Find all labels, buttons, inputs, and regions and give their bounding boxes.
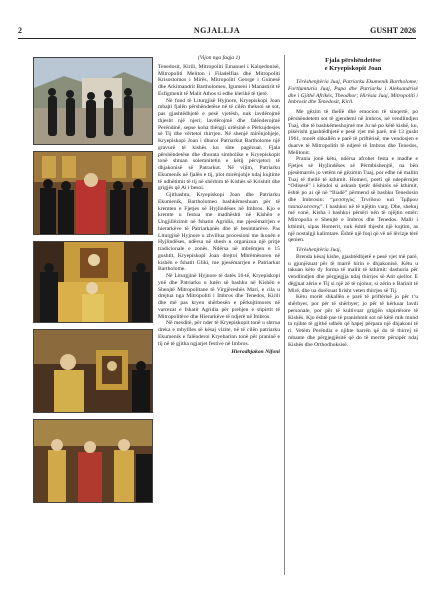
photo-icon-veneration — [33, 329, 153, 413]
photo-liturgy-procession — [33, 419, 153, 503]
page-number: 2 — [18, 26, 22, 35]
paragraph: Në mesditë, për nder të Kryepiskopit tonë u shtrua dreka e mbyllles së kësaj vizite, në të cilën patriarku Ekumenik e falënderoi Kryebarinn tonë për praninë e tij në të gjitha ngjarjet festive në Imbros. — [158, 320, 280, 347]
photo-altar-ceremony — [33, 241, 153, 323]
continuation-note: (Vijon nga faqja 1) — [197, 55, 241, 61]
newspaper-name: NGJALLJA — [193, 26, 241, 35]
paragraph: Në Liturgjinë Hyjnore të datës 16-të, Kryepiskopi ynë dhe Patriarku u lutën së bashku në Kishën e Shenjtë Mitropolitane të Virgjëreshës Mari, e cila u drejtua nga Mitropoliti i Imbros dhe Tenedos, Kirili dhe më pas kryen shërbesën e përkujtimores në varrezat e fshatit Agridia për prehjen e shpirtit të Mitropolitëve dhe Hierarkëve të ndjerë në Imbros. — [158, 273, 280, 320]
paragraph: Këtu morët shkallën e parë të priftërisë jo për t’u shërbyer, por për të shërbyer; jo për të kërkuar lavdi personale, por për të kultivuar grigjën shpirtërore të Kishës. Kjo është pse të pranishmit sot në këtë mik mund ta njihte të gjithë udhën që hapej përpara një dhjakoni të ri. Vetëm Perëndia e njihte barrën që do të thirrej të mbante dhe përgjegjësitë që do të merrte përsipër ndaj Kishës dhe Orthodhoksisë. — [288, 294, 418, 348]
column-divider — [284, 55, 285, 575]
salutation: Tërëshenjtëria Juaj, Patriarku Ekumenik Bartholome; Fortlumturia Juaj, Papa dhe Patriarku i Aleksandrisë dhe i Gjithë Afrikës, Theodhor; Hirësia Juaj, Mitropoliti i Imbrosit dhe Tenedosit, Kiril. — [288, 79, 418, 106]
issue-date: GUSHT 2026 — [370, 26, 416, 35]
author-signature: Hierodhjakon Nifoni — [231, 349, 280, 356]
speech-article — [288, 55, 418, 348]
article-continuation — [158, 55, 280, 356]
address-line: Tërëshenjtëria Juaj, — [296, 247, 342, 253]
paragraph: Me gëzim të thellë dhe emocion të sinqertë, po përshëndetem sot të gjendemi në Imbros, në vendlindjen Tuaj, dhe të bashkëmeshojmë me Ju në po këtë kishë, ku, pikërisht gjashtëdhjetë e pesë vjet më parë, më 13 gusht 1961, morët shkallën e parë të priftërisë, me vendosjen e duarve të Mitropolitit të ndjerë të Imbros dhe Tenedos, Melitonit. — [288, 109, 418, 156]
paragraph: Gjithashtu, Kryepiskopi Joan dhe Patriarku Ekumenik, Bartholomeo bashkëmeshuan për të kremten e Fjetjes së Hyjlindëses në Imbros. Kjo e kremte u festua me madhështi në Kishën e Ungjillëzimit në fshatin Agridia, me pjesëmarrjen e hierarkëve të Patriarkanës dhe të besimtarëve. Pas Liturgjisë Hyjnore u zhvillua procesioni me ikonën e Hyjlindëses, ndërsa në shesh u organizua një pritje tradicionale e zonës. Ndërsa në mbrëmjen e 15 gushtit, Kryepiskopi Joan drejtoi Mbrëmësoren në kishën e fshatit Gliki, me pjesëmarrjen e Patriarkut Bartholome. — [158, 192, 280, 273]
photo-column — [33, 57, 153, 509]
photo-procession-outdoor — [33, 57, 153, 145]
paragraph: Tenedosit, Kirili, Mitropoliti Emanuel i Kalqedonisë, Mitropoliti Meliton i Filadelfias dhe Mitropoliti Krisostomos i Mirës, Mitropoliti George i Guinesë dhe Arkimandrit Bartholomeu, Igumeni i Manastirit të Esfigmenit të Malit Athos si edhe klerikë të tjerë. — [158, 63, 280, 97]
title-line-2: e Kryepiskopit Joan — [324, 65, 382, 72]
photo-clergy-group — [33, 151, 153, 235]
header-rule — [18, 38, 416, 39]
page-header — [18, 26, 416, 38]
paragraph: Brenda kësaj kishe, gjashtëdhjetë e pesë vjet më parë, u gjunjëzuat për të marrë hirin e dhjakonisë. Këtu u takuan këto dy forma të mallit të kthimit: dashuria për vendlindjen dhe përgjegjja ndaj thirrjes së Atit qiellor. E dëgjuat zërin e Tij si një zë të njohur, si zërin e Barinit të Mirë, dhe ua dorëzuat lirisht veten thirrjes së Tij. — [288, 253, 418, 294]
paragraph: Prania jonë këtu, ndërsa afrohet festa e madhe e Fjetjes së Hyjlindëses së Përmbishenjtë, na bën pjesëmarrës jo vetëm në gëzimin Tuaj, por edhe në mallin Tuaj të thellë të kthimit. Homeri, poeti që ndepërmjet “Odisesë” i këndoi si askush tjetër dëshirës së kthimit, është po ai që në “Iliadë” përmend së bashku Tenedosin dhe Imbrosin: “μεσσηγὺς Τενέδοιο καὶ Ἴμβρου παιπαλοέσσης”. I bashkoi në të njëjtin varg. Dhe, shekuj më vonë, Kisha i bashkoi përsëri nën të njëjtin emër: Mitropolia e Shenjtë e Imbros dhe Tenedos. Malli i kthimit, sipas Homerit, nuk është thjesht një kujtim, as një nostalgji kalimtare. Është një fuqi që vë në lëvizje tërë qenien. — [288, 156, 419, 244]
title-line-1: Fjala përshëndetëse — [325, 57, 381, 64]
article-title — [288, 57, 418, 73]
paragraph: Në fund të Liturgjisë Hyjnore, Kryepiskopi Joan mbajti fjalën përshëndetëse në të cilën theksoi se sot, pas gjashtëdhjetë e pesë vjetësh, nuk lavdërojmë thjesht një njeri; lavdërojmë dhe falënderojmë Perëndinë, sepse koha thëngji urtësinë e Përkujdesjes së Tij dhe vërtetoi thirrjen. Në shenjë mirënjohjeje, Kryepiskopi Joan i dhuroi Patriarkut Bartholome një gravurë të kishës ku shte pagëzuar. Fjala përshëndetëse dhe dhurata simbolike e Kryepiskopit tonë shtuan solemnitetin e këtij përvjetori të dhjakonisë së Patrarkut. Në vijim, Patriarku Ekumenik në fjalën e tij, plot mirënjohje ndaj kujtime të udhëtimit të tij në shërbim të Kishës së Krishtit dhe grigjës që Ai i besoi. — [158, 97, 280, 192]
